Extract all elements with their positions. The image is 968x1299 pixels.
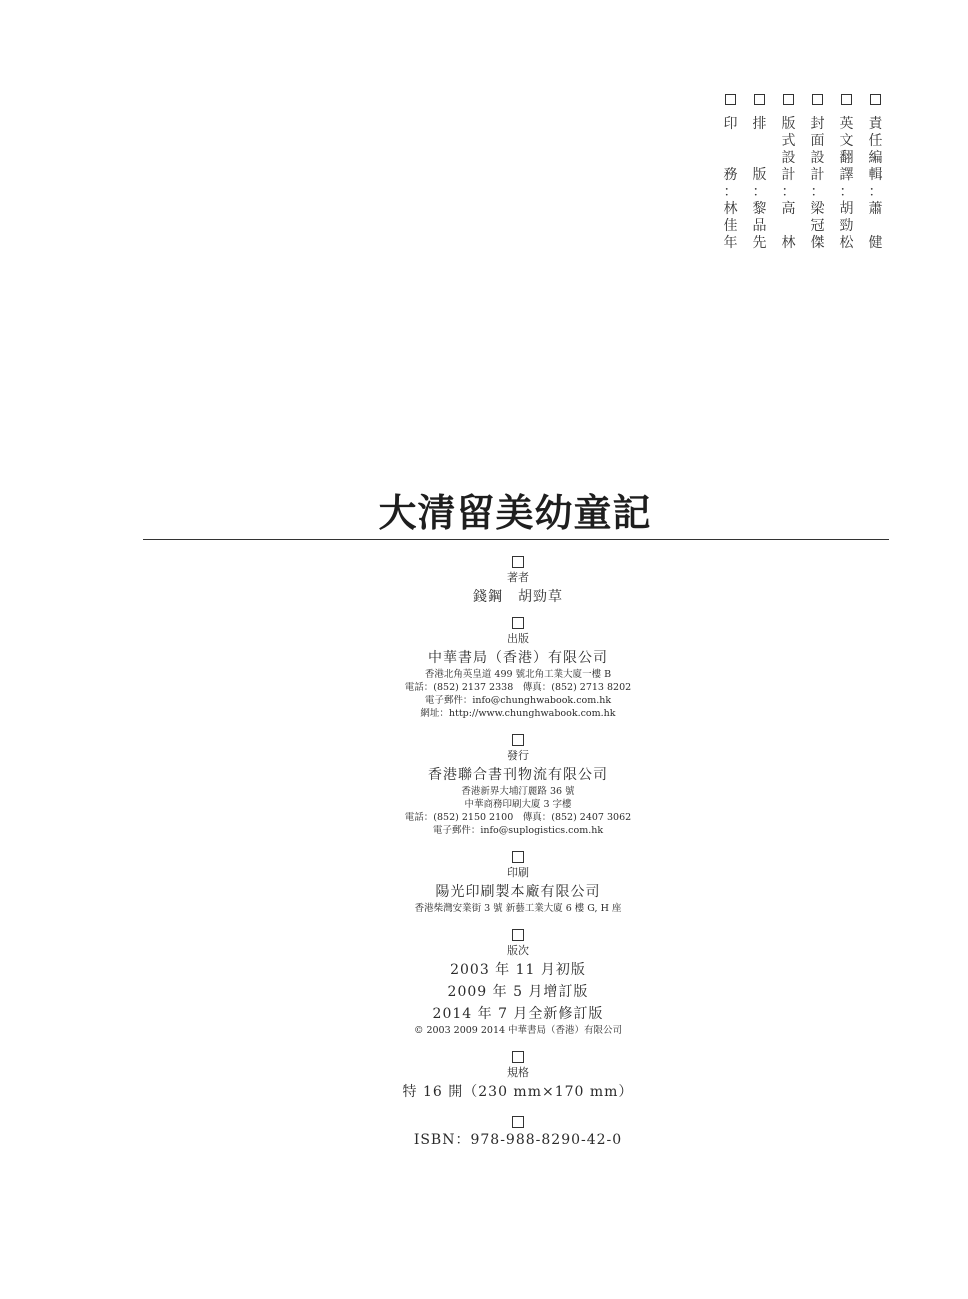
imprint-block xyxy=(318,556,718,1150)
square-bullet-icon xyxy=(512,556,524,568)
printer-address: 香港柴灣安業街 3 號 新藝工業大廈 6 樓 G, H 座 xyxy=(414,903,622,914)
square-bullet-icon xyxy=(512,1051,524,1063)
credit-role: 封 面 設 計 xyxy=(810,116,825,183)
square-bullet-icon xyxy=(512,851,524,863)
publisher-section xyxy=(318,617,718,720)
credit-column xyxy=(803,94,832,252)
distributor-label: 發行 xyxy=(507,749,529,762)
credit-role: 版 式 設 計 xyxy=(781,116,796,183)
distributor-address-2: 中華商務印刷大廈 3 字樓 xyxy=(464,799,572,810)
author-value: 錢鋼 胡勁草 xyxy=(473,589,563,605)
square-bullet-icon xyxy=(512,734,524,746)
credit-name: 高 林 xyxy=(781,201,796,251)
author-label: 著者 xyxy=(507,571,529,584)
square-bullet-icon xyxy=(512,617,524,629)
credit-column xyxy=(745,94,774,252)
square-bullet-icon xyxy=(754,94,765,105)
printer-name: 陽光印刷製本廠有限公司 xyxy=(435,884,601,900)
credit-role: 印 務 xyxy=(723,116,738,183)
credit-role: 排 版 xyxy=(752,116,767,183)
publisher-name: 中華書局（香港）有限公司 xyxy=(428,650,608,666)
edition-revised: 2009 年 5 月增訂版 xyxy=(447,984,589,1000)
credit-colon: ： xyxy=(839,184,854,200)
edition-new-revised: 2014 年 7 月全新修訂版 xyxy=(432,1006,604,1022)
edition-label: 版次 xyxy=(507,944,529,957)
title-rule xyxy=(143,539,889,540)
credit-role: 英 文 翻 譯 xyxy=(839,116,854,183)
credit-colon: ： xyxy=(723,184,738,200)
format-label: 規格 xyxy=(507,1066,529,1079)
credit-column xyxy=(716,94,745,252)
author-section xyxy=(318,556,718,607)
isbn-value: ISBN：978-988-8290-42-0 xyxy=(413,1132,623,1148)
format-section xyxy=(318,1051,718,1102)
credit-column xyxy=(832,94,861,252)
edition-section xyxy=(318,929,718,1037)
square-bullet-icon xyxy=(725,94,736,105)
publisher-label: 出版 xyxy=(507,632,529,645)
credit-colon: ： xyxy=(810,184,825,200)
credits-block xyxy=(716,94,890,252)
credit-name: 梁 冠 傑 xyxy=(810,201,825,251)
credit-name: 黎 品 先 xyxy=(752,201,767,251)
square-bullet-icon xyxy=(841,94,852,105)
page-title: 大清留美幼童記 xyxy=(378,490,652,535)
copyright-line: © 2003 2009 2014 中華書局（香港）有限公司 xyxy=(413,1025,623,1036)
edition-first: 2003 年 11 月初版 xyxy=(450,962,586,978)
square-bullet-icon xyxy=(783,94,794,105)
printer-label: 印刷 xyxy=(507,866,529,879)
distributor-name: 香港聯合書刊物流有限公司 xyxy=(428,767,608,783)
distributor-address-1: 香港新界大埔汀麗路 36 號 xyxy=(461,786,575,797)
distributor-section xyxy=(318,734,718,837)
square-bullet-icon xyxy=(512,929,524,941)
credit-name: 胡 勁 松 xyxy=(839,201,854,251)
square-bullet-icon xyxy=(812,94,823,105)
credit-column xyxy=(774,94,803,252)
printer-section xyxy=(318,851,718,915)
distributor-phone: 電話：(852) 2150 2100 傳真：(852) 2407 3062 xyxy=(404,812,632,823)
format-value: 特 16 開（230 mm×170 mm） xyxy=(402,1084,634,1100)
credit-colon: ： xyxy=(781,184,796,200)
square-bullet-icon xyxy=(512,1116,524,1128)
publisher-email: 電子郵件：info@chunghwabook.com.hk xyxy=(424,695,612,706)
credit-colon: ： xyxy=(868,184,883,200)
square-bullet-icon xyxy=(870,94,881,105)
credit-column xyxy=(861,94,890,252)
publisher-website: 網址：http://www.chunghwabook.com.hk xyxy=(420,708,616,719)
credit-colon: ： xyxy=(752,184,767,200)
credit-name: 蕭 健 xyxy=(868,201,883,251)
credit-name: 林 佳 年 xyxy=(723,201,738,251)
isbn-section xyxy=(318,1116,718,1150)
credit-role: 責 任 編 輯 xyxy=(868,116,883,183)
publisher-address: 香港北角英皇道 499 號北角工業大廈一樓 B xyxy=(424,669,612,680)
publisher-phone: 電話：(852) 2137 2338 傳真：(852) 2713 8202 xyxy=(404,682,632,693)
distributor-email: 電子郵件：info@suplogistics.com.hk xyxy=(432,825,604,836)
